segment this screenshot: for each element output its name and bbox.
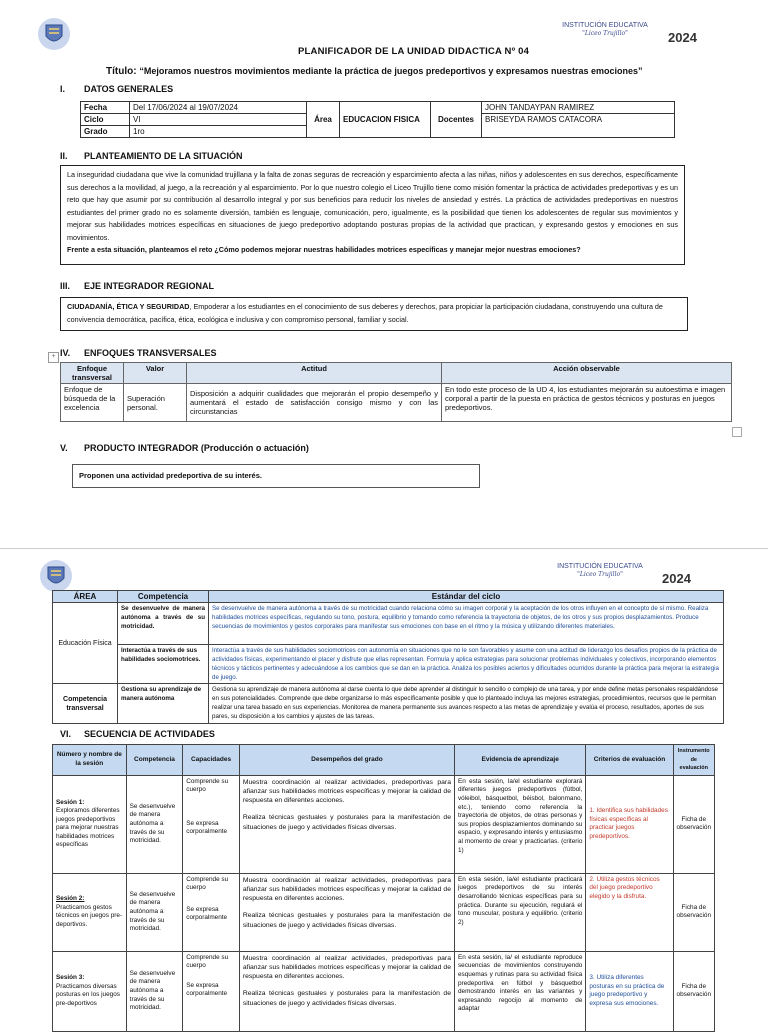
actitud-header: Actitud [187,363,442,384]
table-resize-handle[interactable] [732,427,742,437]
eje-box [60,297,688,331]
institution-motto: "Liceo Trujillo" [582,30,628,38]
sesion-2-instrumento: Ficha de observación [673,873,714,951]
sesion-1-evidencia: En esta sesión, la/el estudiante explorará diferentes juegos predeportivos (fútbol, vóleibol, básquetbol, béisbol, balonmano, etc.), teniendo como referencia la trayectoria de objetos, de otras personas y sus propios desplazamientos dominando su espacio, y expresando interés y entusiasmo al momento de crear y practicarlas. (criterio 1) [454,775,585,873]
fecha-value: Del 17/06/2024 al 19/07/2024 [130,102,307,114]
school-crest-icon-2 [38,558,74,594]
competencia-transversal-label: Competencia transversal [53,684,118,724]
fecha-label: Fecha [81,102,130,114]
unit-title [106,66,706,77]
sesion-3-desempenos [239,951,454,1031]
section-enfoques: IV. ENFOQUES TRANSVERSALES [60,348,217,358]
sesion-3-des-1: Muestra coordinación al realizar actividades, predeportivas para afianzar sus habilidades motrices específicas y mejorar la calidad de respuesta en diferentes acciones. [242,954,451,981]
sesion-1-des-1: Muestra coordinación al realizar actividades, predeportivas para afianzar sus habilidades motrices específicas y mejorar la calidad de respuesta en diferentes acciones. [242,778,451,805]
sesion-2-criterio: 2. Utiliza gestos técnicos del juego predeportivo elegido y la disfruta. [586,873,673,951]
year-label: 2024 [668,30,697,45]
table-row [53,775,715,873]
sesion-2-cap-1: Comprende su cuerpo [186,875,229,892]
situation-challenge: Frente a esta situación, planteamos el reto ¿Cómo podemos mejorar nuestras habilidades motrices específicas y manejar mejor nuestras emociones? [67,245,581,254]
sesion-1-des-2: Realiza técnicas gestuales y posturales para la manifestación de situaciones de juego y actividades físicas diversas. [242,814,451,831]
sesion-3-instrumento: Ficha de observación [673,951,714,1031]
table-move-handle-icon[interactable]: + [48,352,59,363]
area-cell: Educación Física [53,603,118,684]
competencia-header: Competencia [118,591,209,603]
enfoque-value: Enfoque de búsqueda de la excelencia [61,384,124,422]
evidencia-header: Evidencia de aprendizaje [454,745,585,776]
situation-box [60,165,685,265]
grado-label: Grado [81,126,130,138]
situation-text: La inseguridad ciudadana que vive la comunidad trujillana y la falta de zonas seguras de recreación y esparcimiento afecta a las niñas, niños y adolescentes en sus derechos, específicamente sus derechos a la movilidad, al juego, a la recreación y al esparcimiento. Por lo que nuestro colegio el Liceo Trujillo tiene como misión fomentar la práctica de actividades predeportivas y es un reto que hay que asumir por su contribución al desarrollo integral y por sus beneficios para reducir los niveles de ansiedad y estrés. La práctica de actividades predeportivas en nuestros estudiantes del primer grado no es solamente diversión, también es lenguaje, comunicación, pero, igualmente, es la posibilidad que tienen los adolescentes de regular sus movimientos y mejorar sus habilidades motrices específicas en situaciones de juego predeportivo adoptando posturas propias de la actividad que practican, y expresando gestos y emociones en sus movimientos. [67,170,678,242]
section-datos-generales: I. DATOS GENERALES [60,84,174,94]
school-crest-icon [36,16,72,52]
docente-2: BRISEYDA RAMOS CATACORA [482,114,675,138]
sesion-1-instrumento: Ficha de observación [673,775,714,873]
secuencia-table [52,744,715,1032]
sesion-1-competencia: Se desenvuelve de manera autónoma a través de su motricidad. [126,775,183,873]
sesion-3-name: Practicamos diversas posturas en los juegos pre-deportivos [56,982,120,1007]
ciclo-label: Ciclo [81,114,130,126]
institution-name: INSTITUCIÓN EDUCATIVA [562,22,648,29]
area-header: ÁREA [53,591,118,603]
instrumento-header: Instrumento de evaluación [673,745,714,776]
unit-title-text: “Mejoramos nuestros movimientos mediante la práctica de juegos predeportivos y expresamos nuestras emociones” [139,66,643,76]
area-label: Área [307,102,340,138]
accion-value: En todo este proceso de la UD 4, los estudiantes mejorarán su autoestima e imagen corporal a partir de la puesta en práctica de gestos técnicos y posturas en juegos predeportivos. [442,384,732,422]
sesion-2-label: Sesión 2: [56,895,85,903]
sesion-3-capacidades [183,951,240,1031]
sesion-2-capacidades [183,873,240,951]
area-value: EDUCACION FISICA [340,102,431,138]
competencia-1: Se desenvuelve de manera autónoma a través de su motricidad. [118,603,209,645]
sesion-2-des-2: Realiza técnicas gestuales y posturales para la manifestación de situaciones de juego y actividades físicas diversas. [242,912,451,929]
sesion-1-name: Exploramos diferentes juegos predeportivos para mejorar nuestras habilidades motrices específicas [56,807,120,849]
competencia-2: Interactúa a través de sus habilidades sociomotrices. [118,645,209,684]
document-title: PLANIFICADOR DE LA UNIDAD DIDACTICA Nº 04 [298,46,530,57]
sesion-2-desempenos [239,873,454,951]
sesion-2-evidencia: En esta sesión, la/el estudiante practicará juegos predeportivos de su interés desarrollando técnicas específicas para su práctica. Durante su ejecución, regulará el tono muscular, postura y equilibrio. (criterio 2) [454,873,585,951]
sesion-1-cell [53,775,127,873]
institution-motto-2: "Liceo Trujillo" [577,571,623,579]
grado-value: 1ro [130,126,307,138]
sesion-3-label: Sesión 3: [56,974,85,982]
sesion-3-criterio: 3. Utiliza diferentes posturas en su práctica de juego predeportivo y expresa sus emociones. [586,951,673,1031]
estandar-1: Se desenvuelve de manera autónoma a través de su motricidad cuando relaciona cómo su imagen corporal y la aceptación de los otros influyen en el concepto de sí mismo. Realiza habilidades motrices específicas, regulando su tono, postura, equilibrio y tomando como referencia la trayectoria de objetos, de los otros y sus propios desplazamientos. Produce secuencias de movimientos y gestos corporales para manifestar sus emociones con base en el ritmo y la música y utilizando diferentes materiales. [209,603,724,645]
section-producto: V. PRODUCTO INTEGRADOR (Producción o actuación) [60,443,309,453]
section-planteamiento: II. PLANTEAMIENTO DE LA SITUACIÓN [60,151,243,161]
criterios-header: Criterios de evaluación [586,745,673,776]
sesion-2-name: Practicamos gestos técnicos en juegos pre-deportivos. [56,903,123,928]
sesion-3-evidencia: En esta sesión, la/ el estudiante reproduce secuencias de movimientos construyendo esquemas y rutinas para su actividad física predeportiva en fútbol y básquetbol demostrando interés en las variantes y expresando regocijo al momento de adaptar [454,951,585,1031]
enfoques-table [60,362,732,422]
year-label-2: 2024 [662,571,691,586]
estandar-transversal: Gestiona su aprendizaje de manera autónoma al darse cuenta lo que debe aprender al distinguir lo sencillo o complejo de una tarea, y por ende define metas personales respaldándose en sus potencialidades. Comprende que debe organizarse lo más específicamente posible y que lo planteado incluya las mejores estrategias, procedimientos, recursos que le permitan realizar una tarea basado en sus experiencias. Monitorea de manera permanente sus avances respecto a las metas de aprendizaje y evalúa el proceso, resultados, aportes de sus pares, su disposición a los cambios y ajustes de las tareas. [209,684,724,724]
valor-header: Valor [124,363,187,384]
eje-text: , Empoderar a los estudiantes en el conocimiento de sus deberes y derechos, para propiciar la participación ciudadana, construyendo una cultura de convivencia democrática, pacífica, ética, ecológica e inclusiva y con compromiso personal, familiar y social. [67,302,663,324]
estandar-table [52,590,724,724]
sesion-1-label: Sesión 1: [56,798,85,806]
valor-value: Superación personal. [124,384,187,422]
sesion-1-criterio: 1. Identifica sus habilidades físicas específicas al practicar juegos predeportivos. [586,775,673,873]
table-row [53,951,715,1031]
sesion-1-cap-2: Se expresa corporalmente [186,819,228,836]
sesion-2-cell [53,873,127,951]
desempenos-header: Desempeños del grado [239,745,454,776]
unit-title-label: Título: [106,66,137,77]
ciclo-value: VI [130,114,307,126]
sesion-3-des-2: Realiza técnicas gestuales y posturales para la manifestación de situaciones de juego y actividades físicas diversas. [242,990,451,1007]
sesion-1-cap-1: Comprende su cuerpo [186,777,229,794]
section-secuencia: VI. SECUENCIA DE ACTIVIDADES [60,729,215,739]
accion-header: Acción observable [442,363,732,384]
sesion-3-cap-1: Comprende su cuerpo [186,953,229,970]
institution-header-2 [545,563,655,579]
table-row [53,873,715,951]
sesion-2-competencia: Se desenvuelve de manera autónoma a través de su motricidad. [126,873,183,951]
enfoque-header: Enfoque transversal [61,363,124,384]
page-break [0,548,768,549]
sesion-3-cell [53,951,127,1031]
sesion-2-cap-2: Se expresa corporalmente [186,905,228,922]
actitud-value: Disposición a adquirir cualidades que mejorarán el propio desempeño y aumentará el estado de satisfacción consigo mismo y con las circunstancias [187,384,442,422]
sesion-2-des-1: Muestra coordinación al realizar actividades, predeportivas para afianzar sus habilidades motrices específicas y mejorar la calidad de respuesta en diferentes acciones. [242,876,451,903]
sesion-1-capacidades [183,775,240,873]
estandar-header: Estándar del ciclo [209,591,724,603]
seq-competencia-header: Competencia [126,745,183,776]
eje-title: CIUDADANÍA, ÉTICA Y SEGURIDAD [67,302,190,311]
institution-header [550,22,660,38]
section-eje-integrador: III. EJE INTEGRADOR REGIONAL [60,281,215,291]
producto-box: Proponen una actividad predeportiva de su interés. [72,464,480,488]
sesion-3-cap-2: Se expresa corporalmente [186,981,228,998]
docente-1: JOHN TANDAYPAN RAMIREZ [482,102,675,114]
docentes-label: Docentes [431,102,482,138]
estandar-2: Interactúa a través de sus habilidades sociomotrices con autonomía en situaciones que no le son favorables y asume con una actitud de liderazgo los desafíos propios de la práctica de actividades físicas, experimentando el placer y disfrute que ellas representan. Formula y aplica estrategias para solucionar problemas individuales y colectivos, incorporando elementos técnicos y tácticos pertinentes y adecuándose a los cambios que se dan en la práctica. Analiza los posibles aciertos y dificultades ocurridos durante la práctica para mejorar la estrategia de juego. [209,645,724,684]
sesion-header: Número y nombre de la sesión [53,745,127,776]
sesion-3-competencia: Se desenvuelve de manera autónoma a través de su motricidad. [126,951,183,1031]
institution-name-2: INSTITUCIÓN EDUCATIVA [557,563,643,570]
competencia-transversal: Gestiona su aprendizaje de manera autónoma [118,684,209,724]
general-data-table [80,101,675,138]
sesion-1-desempenos [239,775,454,873]
capacidades-header: Capacidades [183,745,240,776]
